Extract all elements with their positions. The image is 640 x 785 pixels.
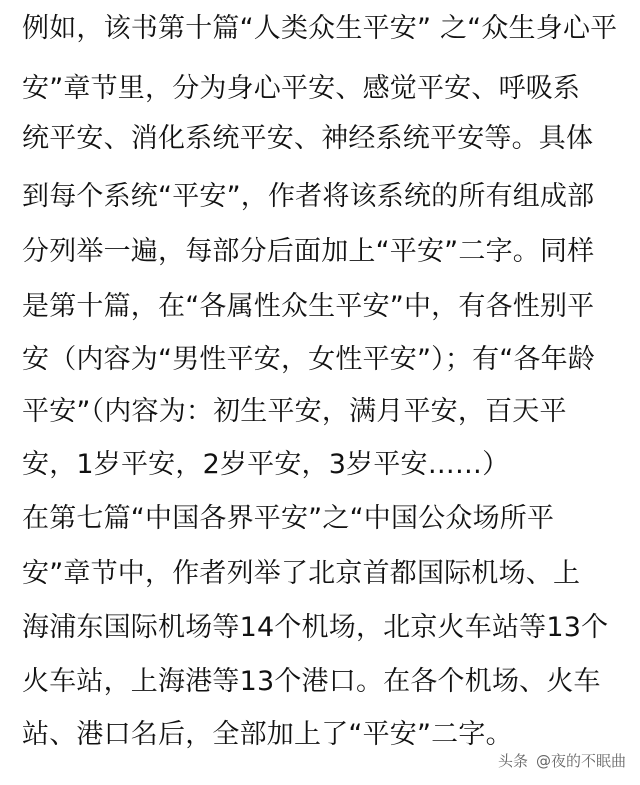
- watermark: [498, 750, 626, 771]
- text-line: 安”章节里，分为身心平安、感觉平安、呼吸系: [22, 73, 581, 104]
- text-line: 在第七篇“中国各界平安”之“中国公众场所平: [22, 503, 555, 534]
- text-line: 安，1岁平安，2岁平安，3岁平安……）: [22, 449, 510, 480]
- text-line: 是第十篇，在“各属性众生平安”中，有各性别平: [22, 291, 595, 322]
- text-line: 平安”（内容为：初生平安，满月平安，百天平: [22, 396, 567, 427]
- text-line: 分列举一遍，每部分后面加上“平安”二字。同样: [22, 236, 595, 267]
- text-line: 火车站，上海港等13个港口。在各个机场、火车: [22, 666, 601, 697]
- text-line: 到每个系统“平安”，作者将该系统的所有组成部: [22, 181, 595, 212]
- watermark-account: @夜的不眠曲: [535, 752, 626, 770]
- text-line: 站、港口名后，全部加上了“平安”二字。: [22, 719, 513, 750]
- text-line: 安（内容为“男性平安，女性平安”）；有“各年龄: [22, 344, 596, 375]
- text-line: 安”章节中，作者列举了北京首都国际机场、上: [22, 558, 581, 589]
- watermark-logo: 头条: [497, 752, 528, 770]
- text-line: 例如，该书第十篇“人类众生平安” 之“众生身心平: [22, 13, 618, 44]
- text-line: 海浦东国际机场等14个机场，北京火车站等13个: [22, 612, 609, 643]
- text-line: 统平安、消化系统平安、神经系统平安等。具体: [22, 123, 594, 154]
